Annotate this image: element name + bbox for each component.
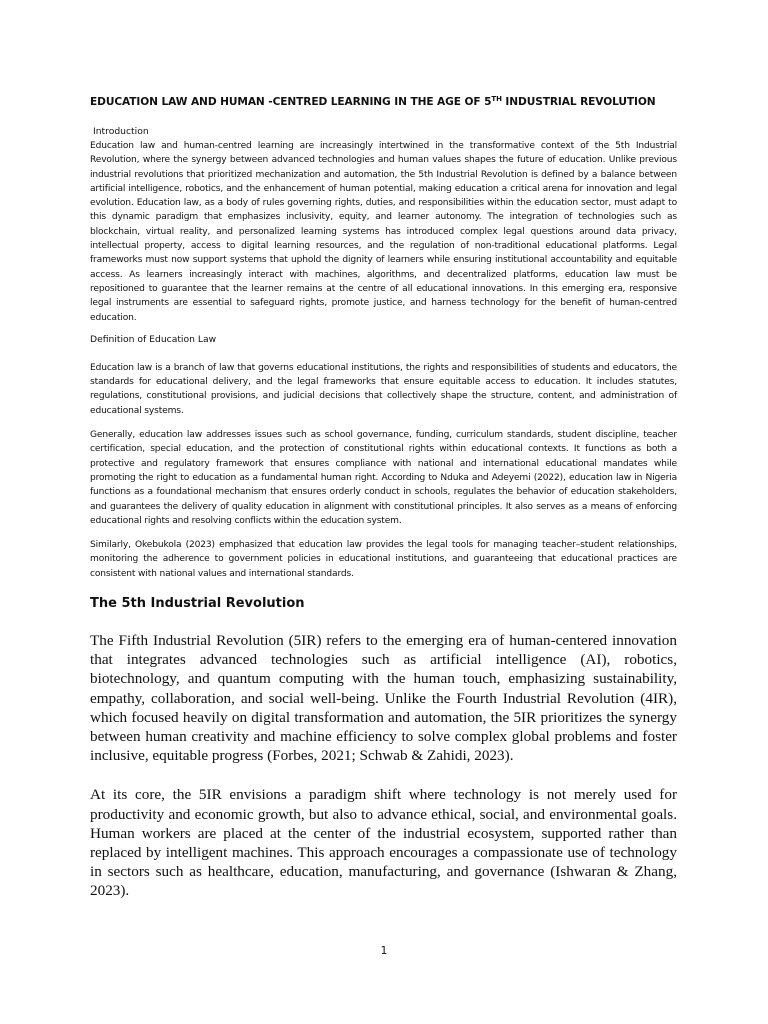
section-5ir-heading: The 5th Industrial Revolution [90, 596, 305, 612]
section-5ir-paragraph-2: At its core, the 5IR envisions a paradigm shift where technology is not merely used for productivity and economic growth, but also to advance ethical, social, and environmental goals. Human workers are placed at the center of the industrial ecosystem, supported rather than replaced by intelligent machines. This approach encourages a compassionate use of technology in sectors such as healthcare, education, manufacturing, and governance (Ishwaran & Zhang, 2023). [90, 786, 677, 900]
paragraph-spacer [90, 418, 677, 428]
paragraph-spacer [90, 765, 677, 785]
definition-heading: Definition of Education Law [90, 333, 217, 345]
title-main: EDUCATION LAW AND HUMAN -CENTRED LEARNING IN THE AGE OF 5 [90, 96, 492, 108]
document-title [90, 95, 677, 109]
introduction-paragraph: Education law and human-centred learning are increasingly intertwined in the transformative context of the 5th Industrial Revolution, where the synergy between advanced technologies and human values shapes the future of education. Unlike previous industrial revolutions that prioritized mechanization and automation, the 5th Industrial Revolution is defined by a balance between artificial intelligence, robotics, and the enhancement of human potential, making education a critical arena for innovation and legal evolution. Education law, as a body of rules governing rights, duties, and responsibilities within the education sector, must adapt to this dynamic paradigm that emphasizes inclusivity, equity, and learner autonomy. The integration of technologies such as blockchain, virtual reality, and personalized learning systems has introduced complex legal questions around data privacy, intellectual property, access to digital learning resources, and the regulation of non-traditional educational platforms. Legal frameworks must now support systems that uphold the dignity of learners while ensuring institutional accountability and equitable access. As learners increasingly interact with machines, algorithms, and decentralized platforms, education law must be repositioned to guarantee that the learner remains at the centre of all educational innovations. In this emerging era, responsive legal instruments are essential to safeguard rights, promote justice, and harness technology for the benefit of human-centred education. [90, 141, 677, 323]
section-5ir-paragraph-1: The Fifth Industrial Revolution (5IR) refers to the emerging era of human-centered innovation that integrates advanced technologies such as artificial intelligence (AI), robotics, biotechnology, and quantum computing with the human touch, emphasizing sustainability, empathy, collaboration, and social well-being. Unlike the Fourth Industrial Revolution (4IR), which focused heavily on digital transformation and automation, the 5IR prioritizes the synergy between human creativity and machine efficiency to solve complex global problems and foster inclusive, equitable progress (Forbes, 2021; Schwab & Zahidi, 2023). [90, 632, 677, 765]
page-number: 1 [380, 945, 388, 957]
paragraph-spacer [90, 528, 677, 538]
definition-paragraph-2: Generally, education law addresses issues such as school governance, funding, curriculum standards, student discipline, teacher certification, special education, and the protection of constitutional rights within educational contexts. It functions as both a protective and regulatory framework that ensures compliance with national and international educational mandates while promoting the right to education as a fundamental human right. According to Nduka and Adeyemi (2022), education law in Nigeria functions as a foundational mechanism that ensures orderly conduct in schools, regulates the behavior of education stakeholders, and guarantees the delivery of quality education in alignment with constitutional principles. It also serves as a means of enforcing educational rights and resolving conflicts within the education system. [90, 430, 677, 526]
title-tail: INDUSTRIAL REVOLUTION [501, 96, 656, 108]
title-superscript: TH [491, 95, 502, 103]
definition-paragraph-3: Similarly, Okebukola (2023) emphasized that education law provides the legal tools for managing teacher–student relationships, monitoring the adherence to government policies in educational institutions, and guaranteeing that educational practices are consistent with national values and international standards. [90, 540, 677, 579]
definition-paragraph-1: Education law is a branch of law that governs educational institutions, the rights and responsibilities of students and educators, the standards for educational delivery, and the legal frameworks that ensure equitable access to education. It includes statutes, regulations, constitutional provisions, and judicial decisions that collectively shape the structure, content, and administration of educational systems. [90, 362, 677, 416]
introduction-heading: Introduction [93, 126, 149, 137]
document-body [90, 95, 677, 901]
